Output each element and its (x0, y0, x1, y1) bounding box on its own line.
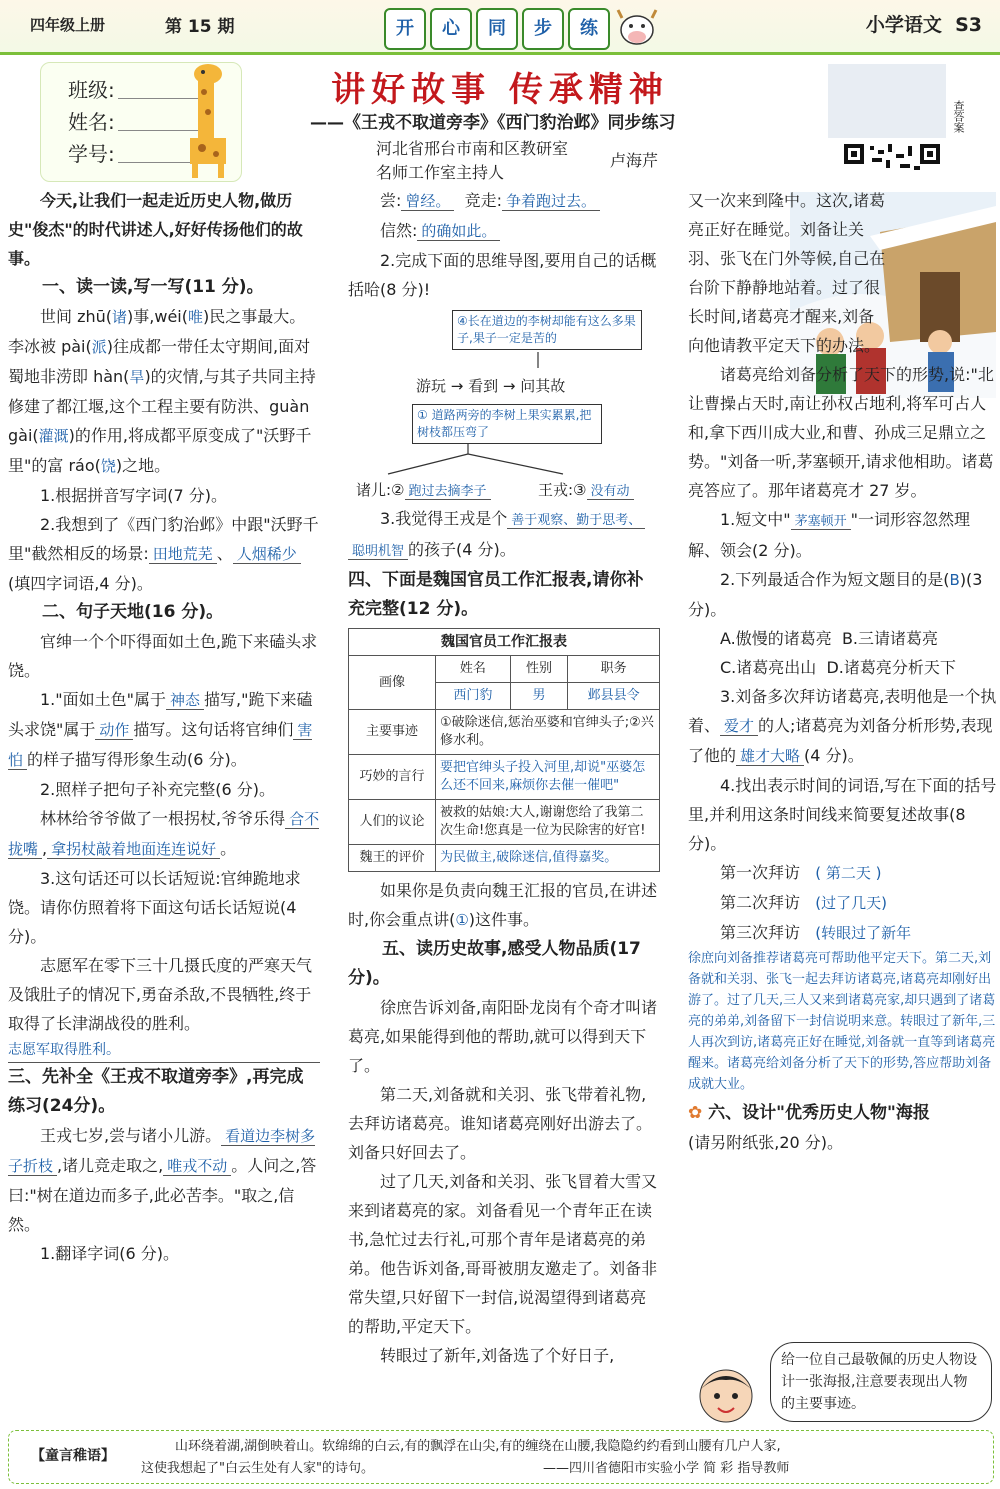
answer[interactable]: 唯戎不动 (163, 1157, 231, 1176)
section-5-title: 五、读历史故事,感受人物品质(17 分)。 (348, 939, 641, 988)
table-row-label: 巧妙的言行 (349, 755, 436, 800)
section-2-title: 二、句子天地(16 分)。 (42, 602, 224, 622)
table-header: 姓名 (436, 656, 511, 683)
answer[interactable]: 看道边李树多子折枝 (8, 1127, 316, 1175)
answer[interactable]: 田地荒芜 (149, 545, 217, 564)
answer[interactable]: 派 (91, 338, 107, 356)
footer-text: 山环绕着湖,湖倒映着山。软绵绵的白云,有的飘浮在山尖,有的缠绕在山腰,我隐隐约约看到山腰有几户人家, (175, 1439, 781, 1454)
mind-map (348, 304, 660, 504)
intro-text: 今天,让我们一起走近历史人物,做历史"俊杰"的时代讲述人,好好传扬他们的故事。 (8, 191, 303, 268)
table-row-label: 魏王的评价 (349, 845, 436, 872)
question: 3.这句话还可以长话短说:官绅跪地求饶。请你仿照着将下面这句话长话短说(4 分)。 (8, 869, 301, 946)
table-header: 职务 (568, 656, 660, 683)
banner-char: 步 (522, 8, 564, 50)
table-cell[interactable]: 西门豹 (436, 683, 511, 710)
choice-option[interactable]: C.诸葛亮出山 D.诸葛亮分析天下 (720, 658, 956, 677)
answer[interactable]: 拿拐杖敲着地面连连说好 (47, 840, 220, 859)
story-paragraph: 诸葛亮给刘备分析了天下的形势,说:"北让曹操占天时,南让孙权占地利,将军可占人和,拿下西川成大业,和曹、孙成三足鼎立之势。"刘备一听,茅塞顿开,请求他相助。诸葛亮答应了。那年诸葛亮才 27 岁。 (688, 365, 994, 500)
story-paragraph: 徐庶告诉刘备,南阳卧龙岗有个奇才叫诸葛亮,如果能得到他的帮助,就可以得到天下了。 (348, 998, 658, 1075)
table-caption: 魏国官员工作汇报表 (349, 629, 660, 656)
answer[interactable]: 志愿军取得胜利。 (8, 1038, 320, 1063)
id-label: 学号: (68, 142, 115, 166)
answer[interactable]: 爱才 (720, 717, 758, 736)
timeline-row: 第二次拜访 (过了几天) (720, 893, 887, 912)
question: 1.根据拼音写字词(7 分)。 (40, 486, 228, 505)
author-org: 河北省邢台市南和区教研室 (376, 139, 569, 158)
table-cell: 被救的姑娘:大人,谢谢您给了我第二次生命!您真是一位为民除害的好官! (436, 800, 660, 845)
grade-label: 四年级上册 (30, 16, 106, 34)
answer[interactable]: 跑过去摘李子 (405, 484, 491, 500)
timeline-row: 第一次拜访 ( 第二天 ) (720, 863, 882, 882)
story-continuation-top (688, 186, 998, 360)
answer[interactable]: 的确如此。 (417, 222, 500, 241)
story-paragraph: 第二天,刘备就和关羽、张飞带着礼物,去拜访诸葛亮。谁知诸葛亮刚好出游去了。刘备只好回去了。 (348, 1085, 653, 1162)
answer[interactable]: 聪明机智 (348, 544, 408, 560)
answer[interactable]: 诸 (112, 308, 128, 326)
column-3 (688, 186, 998, 1157)
answer[interactable]: B (949, 571, 960, 589)
mind-map-left: 诸儿:② 跑过去摘李子 (356, 476, 491, 506)
speech-bubble: 给一位自己最敬佩的历史人物设计一张海报,注意要表现出人物的主要事迹。 (770, 1342, 992, 1422)
author-role: 名师工作室主持人 (376, 163, 505, 182)
question: 4.找出表示时间的词语,写在下面的括号里,并利用这条时间线来简要复述故事(8 分)。 (688, 776, 997, 853)
answer[interactable]: 饶 (100, 457, 116, 475)
table-cell: 画像 (349, 656, 436, 710)
section-4-title: 四、下面是魏国官员工作汇报表,请你补充完整(12 分)。 (348, 570, 644, 619)
question: 3.我觉得王戎是个 善于观察、勤于思考、聪明机智 的孩子(4 分)。 (348, 504, 660, 566)
story-paragraph: 过了几天,刘备和关羽、张飞冒着大雪又来到诸葛亮的家。刘备看见一个青年正在读书,急忙过去行礼,可那个青年是诸葛亮的弟弟。他告诉刘备,哥哥被朋友邀走了。刘备非常失望,只好留下一封信,说渴望得到诸葛亮的帮助,平定天下。 (348, 1172, 658, 1336)
answer[interactable]: (转眼过了新年 (815, 924, 912, 942)
page-title: 讲好故事 传承精神 (331, 70, 669, 110)
question: 2.我想到了《西门豹治邺》中跟"沃野千里"截然相反的场景: 田地荒芜 、 人烟稀少(填四字词语,4 分)。 (8, 515, 319, 593)
blurred-area (828, 64, 946, 138)
timeline-row: 第三次拜访 (转眼过了新年 (720, 923, 912, 942)
kid-cartoon-icon (690, 1362, 762, 1428)
table-row-label: 人们的议论 (349, 800, 436, 845)
answer[interactable]: 争着跑过去。 (502, 192, 600, 211)
table-cell[interactable]: 男 (510, 683, 568, 710)
table-cell[interactable]: 邺县县令 (568, 683, 660, 710)
question: 1.短文中" 茅塞顿开 "一词形容忽然理解、领会(2 分)。 (688, 510, 971, 560)
translation-item: 信然: 的确如此。 (348, 216, 660, 246)
section-1-title: 一、读一读,写一写(11 分)。 (42, 277, 264, 297)
section-6-title: ✿ 六、设计"优秀历史人物"海报 (688, 1103, 930, 1123)
footer-credit: ——四川省德阳市实验小学 简 彩 指导教师 (543, 1461, 790, 1476)
mind-map-box[interactable]: ④长在道边的李树却能有这么多果子,果子一定是苦的 (452, 310, 642, 350)
banner-char: 开 (384, 8, 426, 50)
mind-map-flow: 游玩 → 看到 → 问其故 (416, 377, 566, 395)
answer[interactable]: 害怕 (8, 721, 313, 769)
retell-answer[interactable]: 徐庶向刘备推荐诸葛亮可帮助他平定天下。第二天,刘备就和关羽、张飞一起去拜访诸葛亮,诸葛亮却刚好出游了。过了几天,三人又来到诸葛亮家,却只遇到了诸葛亮的弟弟,刘备留下一封信说明来意。转眼过了新年,三人再次到访,诸葛亮正好在睡觉,刘备就一直等到诸葛亮醒来。诸葛亮给刘备分析了天下的形势,答应帮助刘备成就大业。 (688, 951, 996, 1092)
table-header: 性别 (510, 656, 568, 683)
question: 2.照样子把句子补充完整(6 分)。 (40, 780, 276, 799)
rabbit-icon: ✿ (688, 1103, 703, 1123)
answer[interactable]: 人烟稀少 (233, 545, 301, 564)
name-label: 姓名: (68, 110, 115, 134)
answer[interactable]: 善于观察、勤于思考、 (507, 513, 645, 529)
table-cell: ①破除迷信,惩治巫婆和官绅头子;②兴修水利。 (436, 710, 660, 755)
table-cell[interactable]: 要把官绅头子投入河里,却说"巫婆怎么还不回来,麻烦你去催一催吧" (436, 755, 660, 800)
answer[interactable]: 灌溉 (38, 427, 69, 445)
answer[interactable]: 合不拢嘴 (8, 810, 320, 858)
question: 1.翻译字词(6 分)。 (40, 1244, 180, 1263)
footer-tag: 【童言稚语】 (31, 1448, 115, 1464)
page-header (0, 0, 1000, 55)
report-table (348, 628, 660, 872)
question: 1."面如土色"属于 神态 描写,"跪下来磕头求饶"属于 动作 描写。这句话将官绅们 害怕 的样子描写得形象生动(6 分)。 (8, 690, 313, 769)
story-paragraph: 转眼过了新年,刘备选了个好日子, (380, 1346, 615, 1365)
qr-code-icon[interactable] (842, 142, 942, 172)
question: 2.下列最适合作为短文题目的是(B)(3 分)。 (688, 570, 983, 619)
qr-label: 查答案 (952, 100, 965, 133)
column-2 (348, 186, 660, 1370)
banner-char: 同 (476, 8, 518, 50)
answer[interactable]: 旱 (129, 368, 145, 386)
story-paragraph: 又一次来到隆中。这次,诸葛亮正好在睡觉。刘备让关羽、张飞在门外等候,自己在台阶下静静地站着。过了很长时间,诸葛亮才醒来,刘备向他请教平定天下的办法。 (688, 191, 886, 355)
subject-page: 小学语文 S3 (865, 14, 982, 36)
section-6-subtitle: (请另附纸张,20 分)。 (688, 1133, 844, 1152)
answer[interactable]: 茅塞顿开 (791, 514, 851, 530)
example-sentence: 林林给爷爷做了一根拐杖,爷爷乐得 合不拢嘴 , 拿拐杖敲着地面连连说好 。 (8, 809, 320, 858)
cow-mascot-icon (614, 4, 660, 50)
question: 2.完成下面的思维导图,要用自己的话概括哈(8 分)! (348, 251, 657, 299)
table-cell[interactable]: 为民做主,破除迷信,值得嘉奖。 (436, 845, 660, 872)
answer[interactable]: (过了几天) (815, 894, 887, 912)
issue-number: 第 15 期 (165, 17, 235, 37)
page-subtitle: ——《王戎不取道旁李》《西门豹治邺》同步练习 (310, 113, 676, 133)
answer[interactable]: 唯 (187, 308, 203, 326)
footer-box (8, 1430, 994, 1484)
giraffe-icon (178, 62, 238, 180)
answer[interactable]: 雄才大略 (736, 747, 804, 766)
author-name: 卢海芹 (610, 151, 659, 170)
mind-map-box[interactable]: ① 道路两旁的李树上果实累累,把树枝都压弯了 (412, 404, 602, 444)
question: 3.刘备多次拜访诸葛亮,表明他是一个执着、 爱才 的人;诸葛亮为刘备分析形势,表现了他的 雄才大略 (4 分)。 (688, 687, 997, 765)
example-sentence: 志愿军在零下三十几摄氏度的严寒天气及饿肚子的情况下,勇奋杀敌,不畏牺牲,终于取得了长津湖战役的胜利。 (8, 956, 313, 1033)
answer[interactable]: 动作 (95, 721, 133, 740)
translation-item: 尝: 曾经。 竞走: 争着跑过去。 (348, 186, 660, 216)
banner-char: 心 (430, 8, 472, 50)
footer-text: 这使我想起了"白云生处有人家"的诗句。 (141, 1461, 374, 1476)
mind-map-right: 王戎:③ 没有动 (538, 476, 634, 506)
class-label: 班级: (68, 78, 115, 102)
section-1-passage: 世间 zhū(诸)事,wéi(唯)民之事最大。李冰被 pài(派)往成都一带任太守期间,面对蜀地非涝即 hàn(旱)的灾情,与其子共同主持修建了都江堰,这个工程主要有防洪、guàn gài(灌溉)的作用,将成都平原变成了"沃野千里"的富 ráo(饶)之地。 (8, 307, 316, 475)
answer[interactable]: 神态 (166, 691, 204, 710)
answer[interactable]: ( 第二天 ) (815, 864, 882, 882)
choice-option[interactable]: A.傲慢的诸葛亮 B.三请诸葛亮 (720, 629, 939, 648)
answer[interactable]: 没有动 (587, 484, 634, 500)
classical-text: 王戎七岁,尝与诸小儿游。 看道边李树多子折枝 ,诸儿竞走取之, 唯戎不动 。人问之,答曰:"树在道边而多子,此必苦李。"取之,信然。 (8, 1126, 317, 1234)
answer[interactable]: 曾经。 (401, 192, 454, 211)
example-sentence: 官绅一个个吓得面如土色,跪下来磕头求饶。 (8, 632, 318, 680)
column-1 (8, 186, 320, 1268)
banner-char: 练 (568, 8, 610, 50)
answer[interactable]: ① (455, 911, 469, 929)
question: 如果你是负责向魏王汇报的官员,在讲述时,你会重点讲(①)这件事。 (348, 881, 658, 929)
table-row-label: 主要事迹 (349, 710, 436, 755)
section-3-title: 三、先补全《王戎不取道旁李》,再完成练习(24分)。 (8, 1067, 304, 1116)
